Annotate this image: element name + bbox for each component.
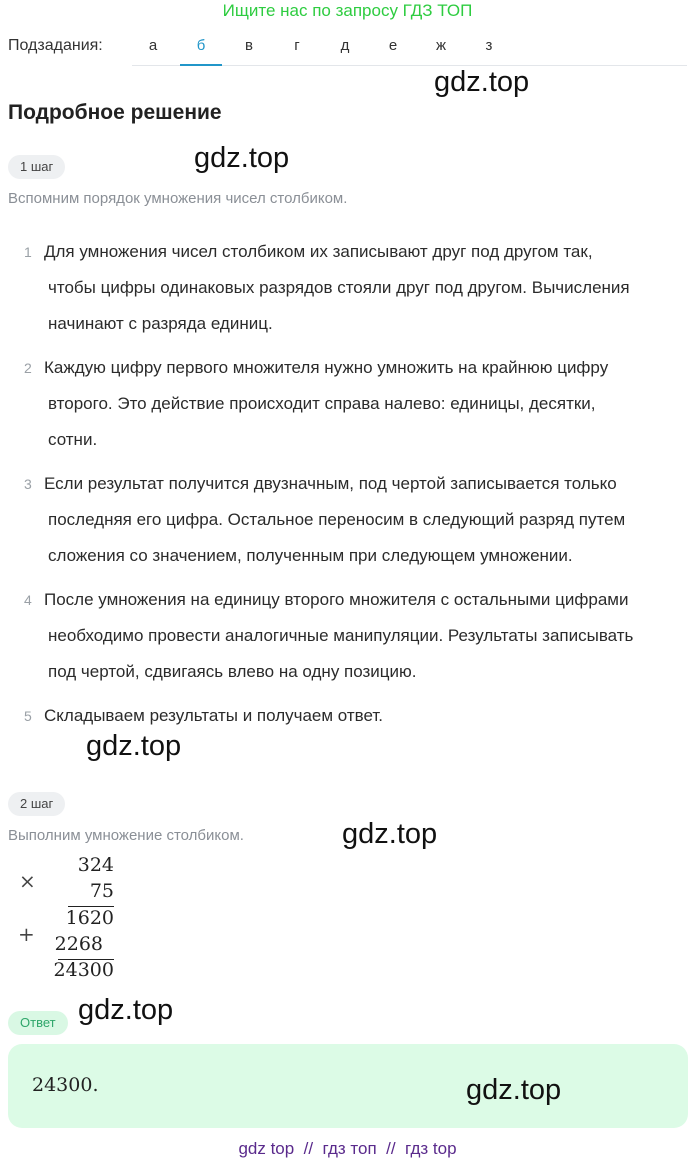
list-text-line: второго. Это действие происходит справа налево: единицы, десятки, [48, 394, 596, 413]
watermark: gdz.top [86, 730, 182, 762]
partial-product-1: 1620 [65, 907, 114, 929]
subtask-tab[interactable]: а [148, 37, 158, 54]
multiplier: 75 [89, 880, 114, 902]
list-item [24, 582, 689, 690]
subtasks-tabs [132, 36, 687, 66]
search-banner: Ищите нас по запросу ГДЗ ТОП [222, 1, 473, 20]
list-item [24, 698, 689, 734]
subtask-tab[interactable]: ж [435, 37, 447, 54]
list-text-line: После умножения на единицу второго множителя с остальными цифрами [44, 590, 629, 609]
answer-badge: Ответ [8, 1011, 68, 1035]
list-text-line: Складываем результаты и получаем ответ. [44, 706, 384, 725]
list-text-line: последняя его цифра. Остальное переносим в следующий разряд путем [48, 510, 626, 529]
partial-product-2: 2268 [54, 933, 103, 955]
times-sign: × [19, 869, 36, 893]
list-number: 4 [24, 592, 32, 608]
answer-box [8, 1044, 688, 1128]
list-text-line: необходимо провести аналогичные манипуляции. Результаты записывать [48, 626, 634, 645]
plus-sign: + [18, 922, 35, 946]
list-text-line: Для умножения чисел столбиком их записывают друг под другом так, [44, 242, 593, 261]
watermark: gdz.top [466, 1074, 562, 1106]
step-description: Выполним умножение столбиком. [8, 827, 244, 844]
watermark: gdz.top [194, 142, 290, 174]
list-text-line: Каждую цифру первого множителя нужно умножить на крайнюю цифру [44, 358, 609, 377]
answer-value: 24300. [32, 1074, 99, 1096]
list-text-line: Если результат получится двузначным, под чертой записывается только [44, 474, 617, 493]
list-number: 2 [24, 360, 32, 376]
watermark: gdz.top [78, 994, 174, 1026]
subtask-tab[interactable]: д [340, 37, 350, 54]
list-number: 3 [24, 476, 32, 492]
list-number: 5 [24, 708, 32, 724]
list-item [24, 350, 689, 458]
list-item [24, 466, 689, 574]
subtask-tab[interactable]: е [388, 37, 398, 54]
product-result: 24300 [53, 959, 114, 981]
subtask-tab[interactable]: г [294, 37, 300, 54]
list-text-line: чтобы цифры одинаковых разрядов стояли друг под другом. Вычисления [48, 278, 630, 297]
subtask-tab[interactable]: б [180, 36, 222, 66]
multiplicand: 324 [77, 854, 114, 876]
step-badge: 2 шаг [8, 792, 65, 816]
list-text-line: под чертой, сдвигаясь влево на одну позицию. [48, 662, 417, 681]
subtask-tab[interactable]: з [485, 37, 493, 54]
step-badge: 1 шаг [8, 155, 65, 179]
list-text-line: сотни. [48, 430, 98, 449]
subtask-tab[interactable]: в [245, 37, 253, 54]
rule-list [24, 234, 689, 734]
subtasks-label: Подзадания: [8, 37, 103, 54]
step-description: Вспомним порядок умножения чисел столбиком. [8, 190, 348, 207]
watermark: gdz.top [434, 66, 530, 98]
list-text-line: начинают с разряда единиц. [48, 314, 273, 333]
footer-links: gdz top // гдз топ // гдз top [238, 1139, 457, 1158]
watermark: gdz.top [342, 818, 438, 850]
subtasks-bar [8, 36, 687, 68]
list-item [24, 234, 689, 342]
list-number: 1 [24, 244, 32, 260]
list-text-line: сложения со значением, полученным при следующем умножении. [48, 546, 573, 565]
section-title: Подробное решение [8, 101, 222, 124]
column-multiplication [14, 852, 124, 982]
